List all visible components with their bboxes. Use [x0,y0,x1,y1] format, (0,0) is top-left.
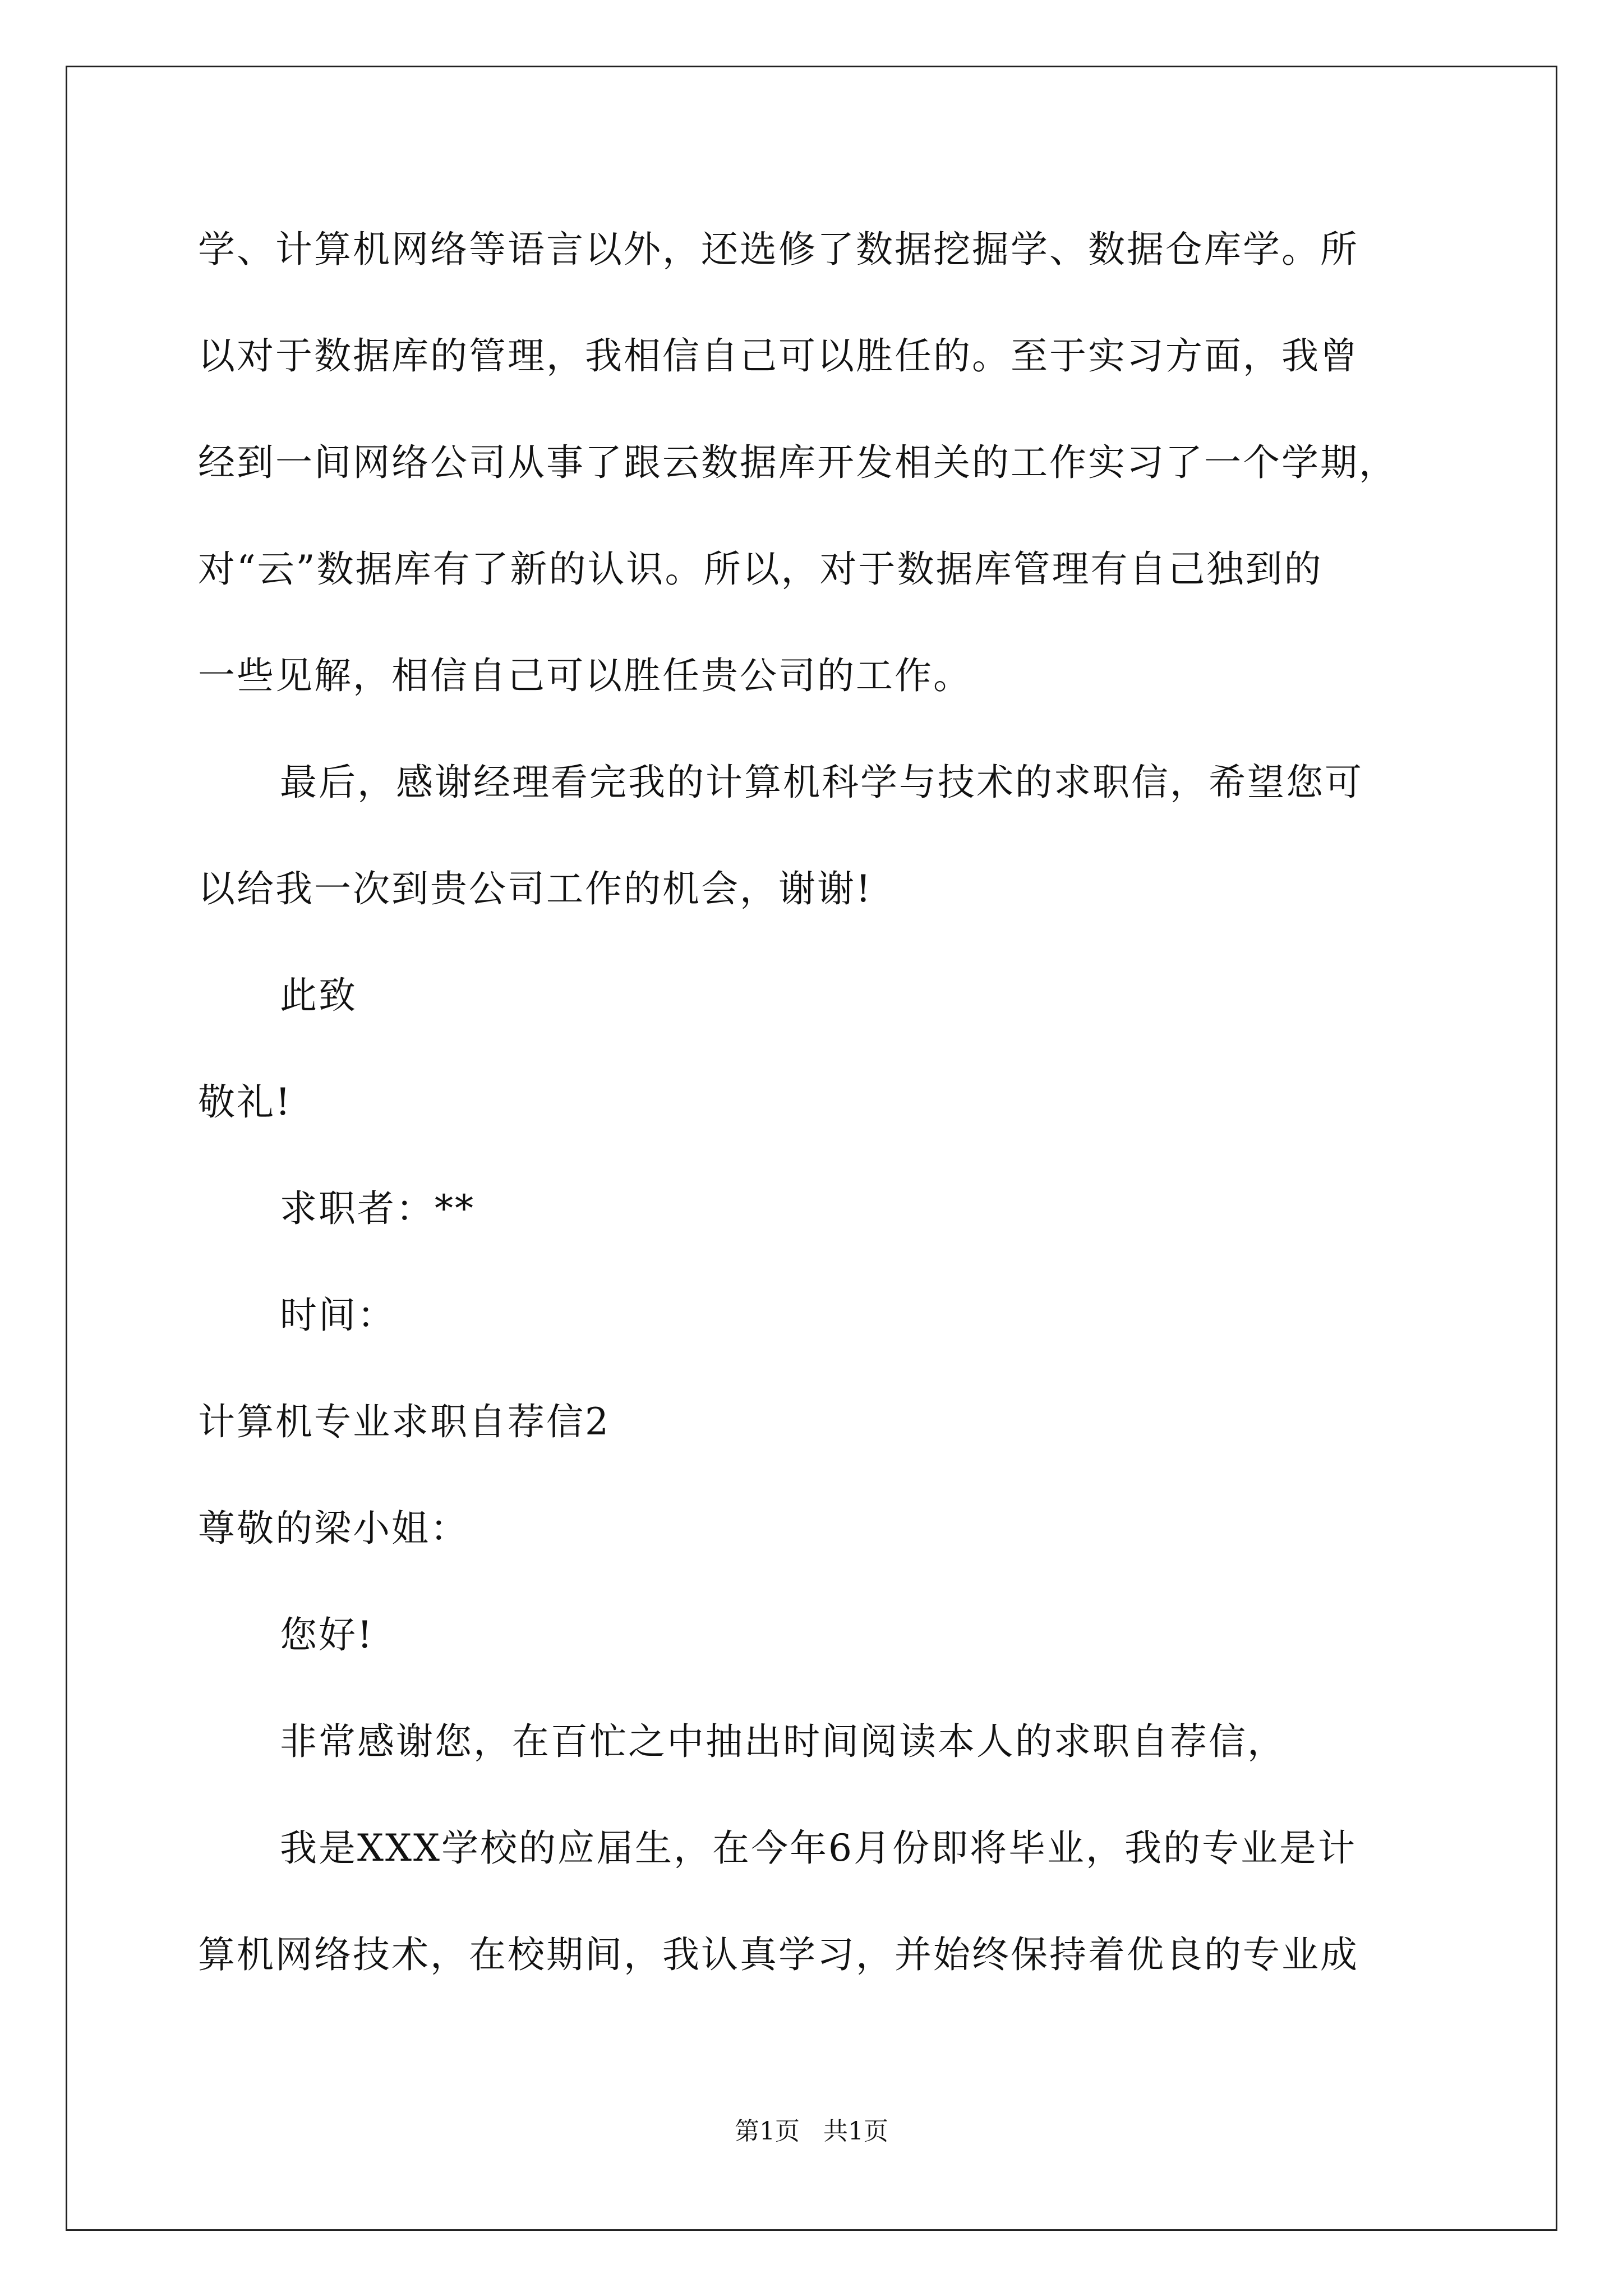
signature-date: 时间： [280,1294,396,1337]
page-footer: 第1页 共1页 [735,2117,888,2146]
body-line-8: 非常感谢您，在百忙之中抽出时间阅读本人的求职自荐信， [280,1720,1286,1763]
page-border [66,66,1557,2231]
section-title: 计算机专业求职自荐信2 [198,1400,610,1443]
greeting-recipient: 尊敬的梁小姐： [198,1507,469,1550]
body-line-5: 一些见解，相信自己可以胜任贵公司的工作。 [198,654,972,697]
body-line-1: 学、计算机网络等语言以外，还选修了数据挖掘学、数据仓库学。所 [198,228,1359,271]
body-line-9: 我是XXX学校的应届生，在今年6月份即将毕业，我的专业是计 [280,1826,1357,1870]
closing-respect: 敬礼! [198,1080,292,1124]
body-line-6: 最后，感谢经理看完我的计算机科学与技术的求职信，希望您可 [280,761,1363,804]
closing-salutation: 此致 [280,974,357,1017]
body-line-2: 以对于数据库的管理，我相信自己可以胜任的。至于实习方面，我曾 [198,334,1359,378]
greeting-hello: 您好! [280,1613,374,1657]
body-line-10: 算机网络技术，在校期间，我认真学习，并始终保持着优良的专业成 [198,1933,1359,1976]
body-line-7: 以给我一次到贵公司工作的机会，谢谢! [198,867,873,910]
body-line-4: 对“云”数据库有了新的认识。所以，对于数据库管理有自己独到的 [198,547,1323,591]
body-line-3: 经到一间网络公司从事了跟云数据库开发相关的工作实习了一个学期， [198,441,1398,484]
signature-applicant: 求职者：** [280,1187,475,1230]
